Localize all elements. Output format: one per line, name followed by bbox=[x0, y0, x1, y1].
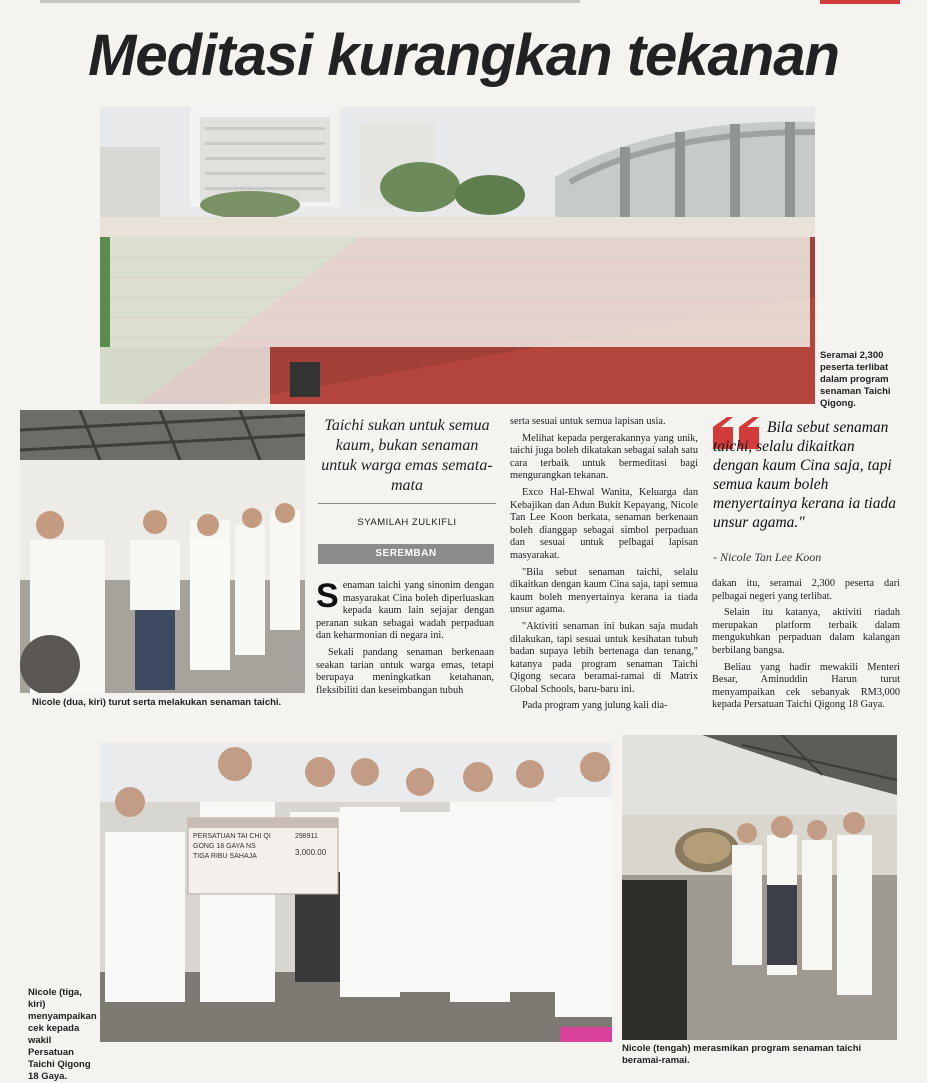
gong-photo bbox=[622, 735, 897, 1040]
cheque-amount: 3,000.00 bbox=[295, 848, 327, 857]
dateline: SEREMBAN bbox=[318, 544, 494, 564]
headline: Meditasi kurangkan tekanan bbox=[88, 23, 839, 88]
main-photo bbox=[100, 107, 815, 404]
left-photo-caption: Nicole (dua, kiri) turut serta melakukan senaman taichi. bbox=[32, 697, 282, 708]
paragraph: Beliau yang hadir mewakili Menteri Besar, Aminuddin Harun turut menyampaikan cek sebanyak RM3,000 kepada Persatuan Taichi Qigong 18 Gaya. bbox=[712, 661, 900, 711]
paragraph: Melihat kepada pergerakannya yang unik, taichi juga boleh dikatakan sebagai salah satu cara terbaik untuk bermeditasi bagi mengurangkan tekanan. bbox=[510, 432, 698, 482]
top-rule bbox=[40, 0, 580, 3]
paragraph bbox=[316, 577, 494, 643]
byline: SYAMILAH ZULKIFLI bbox=[357, 517, 457, 528]
drop-cap: S bbox=[316, 577, 339, 615]
main-photo-caption: Seramai 2,300 peserta terlibat dalam program senaman Taichi Qigong. bbox=[820, 350, 891, 409]
left-photo bbox=[20, 410, 305, 693]
article-column-2 bbox=[510, 416, 698, 717]
paragraph: serta sesuai untuk semua lapisan usia. bbox=[510, 416, 666, 427]
article-deck: Taichi sukan untuk semua kaum, bukan senaman untuk warga emas semata-mata bbox=[321, 417, 493, 494]
cheque-line-2: GONG 18 GAYA NS bbox=[193, 843, 256, 850]
paragraph: Sekali pandang senaman berkenaan seakan tarian untuk warga emas, tetapi berupaya meningkatkan ketahanan, fleksibiliti dan keseimbangan tubuh bbox=[316, 646, 494, 696]
pull-quote-text: Bila sebut senaman taichi, selalu dikaitkan dengan kaum Cina saja, tapi semua kaum boleh menyertainya kerana ia tiada unsur agama." bbox=[713, 419, 896, 531]
paragraph: Pada program yang julung kali dia- bbox=[522, 700, 668, 712]
cheque-number: 298911 bbox=[295, 833, 318, 840]
paragraph: "Aktiviti senaman ini bukan saja mudah dilakukan, tapi sesuai untuk kesihatan tubuh badan supaya lebih bertenaga dan tenang," katanya pada program senaman Taichi Qigong secara beramai-ramai di Matrix Global Schools, baru-baru ini. bbox=[510, 620, 698, 695]
paragraph: "Bila sebut senaman taichi, selalu dikaitkan dengan kaum Cina saja, tapi semua kaum boleh menyertainya kerana ia tiada unsur agama. bbox=[510, 566, 698, 616]
cheque-line-3: TIGA RIBU SAHAJA bbox=[193, 853, 257, 860]
cheque-line-1: PERSATUAN TAI CHI QI bbox=[193, 833, 271, 840]
pull-quote-author: - Nicole Tan Lee Koon bbox=[713, 550, 822, 564]
paragraph: Exco Hal-Ehwal Wanita, Keluarga dan Kebajikan dan Adun Bukit Kepayang, Nicole Tan Lee Koon berkata, senaman berkenaan boleh dianggap sebagai simbol perpaduan dan sesuai untuk pelbagai lapisan masyarakat. bbox=[510, 486, 698, 561]
cheque-photo bbox=[100, 742, 612, 1042]
article-column-1 bbox=[316, 577, 494, 701]
pull-quote bbox=[713, 418, 903, 532]
top-accent-bar bbox=[820, 0, 900, 4]
paragraph: Selain itu katanya, aktiviti riadah merupakan platform terbaik dalam mengukuhkan perpaduan dalam kalangan berbilang bangsa. bbox=[712, 607, 900, 656]
paragraph: dakan itu, seramai 2,300 peserta dari pelbagai negeri yang terlibat. bbox=[712, 578, 900, 602]
cheque-photo-caption: Nicole (tiga, kiri) menyampaikan cek kepada wakil Persatuan Taichi Qigong 18 Gaya. bbox=[28, 987, 97, 1082]
deck-divider bbox=[318, 503, 496, 504]
article-column-3 bbox=[712, 578, 900, 716]
gong-photo-caption: Nicole (tengah) merasmikan program senaman taichi beramai-ramai. bbox=[622, 1043, 862, 1066]
paragraph-text: enaman taichi yang sinonim dengan masyarakat Cina boleh diperluaskan kepada kaum lain sejajar dengan peranan sukan sebagai wadah perpaduan dan keharmonian di negara ini. bbox=[316, 580, 494, 642]
